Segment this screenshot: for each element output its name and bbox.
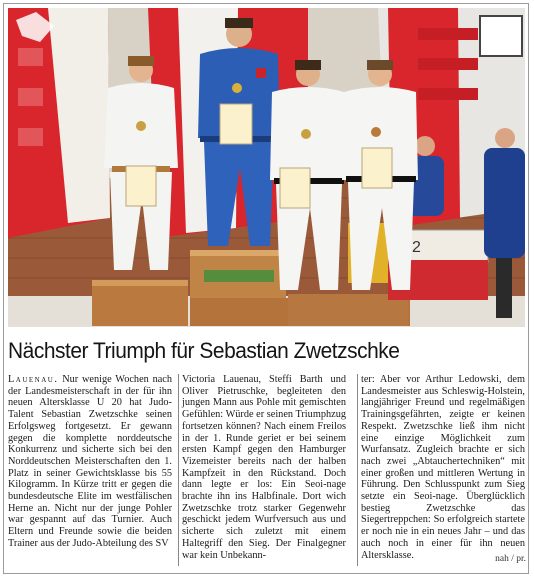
article-headline: Nächster Triumph für Sebastian Zwetzschke	[8, 338, 400, 363]
column-1-text: Nur wenige Wochen nach der Landesmeisterschaft in der für ihn neuen Altersklasse U 20 hat Judo-Talent Sebastian Zwetzschke seinen Erfolgsweg fortgesetzt. Er gewann gegen die komplette norddeutsche Konkurrenz und sicherte sich bei den Norddeutschen Meisterschaften den 1. Platz in seiner Gewichtsklasse bis 55 Kilogramm. In Kürze tritt er gegen die bundesdeutsche Elite im westfälischen Herne an. Nicht nur der junge Pohler war gespannt auf das Turnier. Auch Eltern und Freunde sowie die beiden Trainer aus der Judo-Abteilung des SV	[8, 374, 173, 549]
article-body	[8, 374, 525, 564]
award-ceremony-photo	[8, 8, 525, 327]
article-photo	[8, 8, 525, 327]
article-column-3: ter: Aber vor Arthur Ledowski, dem Landesmeister aus Schleswig-Holstein, langjähriger Freund und regelmäßigen Trainingsgefährten, zeigte er keinen Respekt. Zwetzschke ließ ihm nicht eine einzige Möglichkeit zum Wurfansatz. Zugleich brachte er sich nach zwei „Abtauchertechniken“ mit einer großen und mittleren Wertung in Führung. Den Schlusspunkt zum Sieg setzte ein Seoi-nage. Überglücklich bestieg Zwetzschke das Siegertreppchen: So erfolgreich startete er noch nie in ein neues Jahr – und das auch noch in einer für ihn neuen Altersklasse.	[361, 374, 525, 561]
svg-text:2: 2	[412, 239, 421, 256]
column-divider	[357, 374, 358, 566]
author-credit: nah / pr.	[495, 554, 526, 564]
article-column-1	[8, 374, 172, 550]
column-divider	[178, 374, 179, 566]
article-column-2: Victoria Lauenau, Steffi Barth und Oliver Pietruschke, begleiteten den jungen Mann aus Pohle mit gemischten Gefühlen: Würde er seinen Triumphzug fortsetzen können? Nach einem Freilos in der 1. Runde geriet er bei seinem ersten Kampf gegen den Hamburger Vizemeister bereits nach der halben Kampfzeit in den Rückstand. Doch dann legte er los: Ein Seoi-nage brachte ihn ins Halbfinale. Dort wich Zwetzschke trotz starker Gegenwehr geschickt jedem Wurfversuch aus und sicherte sich zuletzt mit einem Haltegriff den Sieg. Der Finalgegner war kein Unbekann-	[182, 374, 346, 561]
dateline: Lauenau.	[8, 374, 59, 385]
